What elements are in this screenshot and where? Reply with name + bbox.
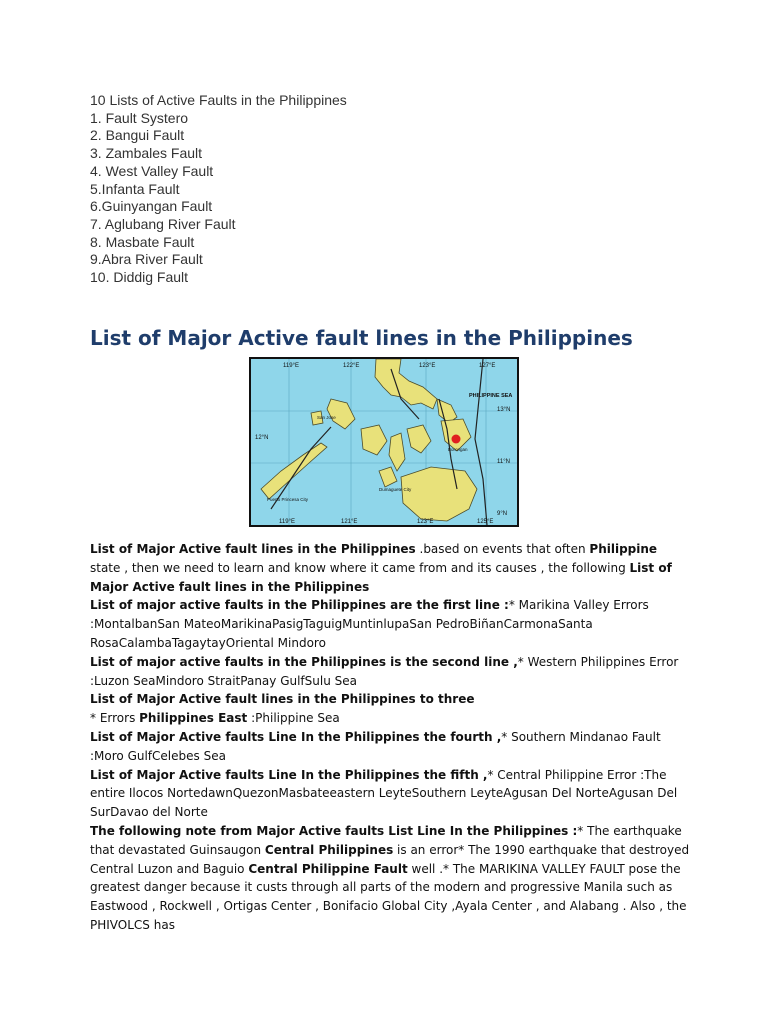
list-item: 8. Masbate Fault — [90, 233, 195, 250]
bold-text: Philippine — [589, 542, 658, 556]
body-text: .based on events that often — [415, 542, 590, 556]
body-paragraph — [90, 596, 690, 652]
list-item: 7. Aglubang River Fault — [90, 215, 236, 232]
body-paragraph: List of Major Active fault lines in the Philippines to three — [90, 692, 475, 707]
body-text: :Philippine Sea — [247, 711, 340, 726]
list-item: 3. Zambales Fault — [90, 145, 203, 162]
place-label: San Jose — [317, 415, 336, 420]
map-tick-right: 11°N — [497, 459, 510, 465]
body-paragraph — [90, 540, 690, 596]
list-item: 9.Abra River Fault — [90, 251, 203, 268]
fault-map-image — [249, 357, 519, 527]
list-title: 10 Lists of Active Faults in the Philippines — [90, 92, 347, 108]
bold-text: List of major active faults in the Philippines are the first line : — [90, 598, 509, 613]
body-paragraph — [90, 653, 690, 691]
body-paragraph — [90, 728, 690, 766]
place-label: Borongan — [448, 447, 468, 452]
list-item: 4. West Valley Fault — [90, 162, 214, 179]
sea-label: PHILIPPINE SEA — [469, 393, 513, 399]
bold-text: List of major active faults in the Philippines is the second line , — [90, 654, 518, 669]
bold-text: Philippines East — [139, 711, 248, 726]
list-item: 1. Fault Systero — [90, 109, 189, 126]
body-text: * Errors — [90, 711, 140, 726]
map-tick-right: 13°N — [497, 407, 511, 413]
map-tick-top: 122°E — [343, 363, 360, 369]
body-paragraph — [90, 766, 690, 822]
body-text: is an error* The 1990 earthquake that destroyed Central Luzon and Baguio — [90, 842, 690, 876]
active-faults-list — [90, 92, 347, 287]
map-tick-right: 9°N — [497, 511, 508, 517]
map-tick-left: 12°N — [255, 435, 269, 441]
place-label: Dumaguete City — [379, 487, 412, 492]
fault-map-svg — [251, 359, 517, 525]
list-item: 10. Diddig Fault — [90, 269, 189, 286]
map-tick-top: 119°E — [283, 363, 299, 369]
map-tick-top: 123°E — [419, 363, 436, 369]
list-item: 5.Infanta Fault — [90, 180, 180, 197]
body-text: * Western Philippines Error :Luzon SeaMindoro StraitPanay GulfSulu Sea — [90, 654, 679, 688]
bold-text: The following note from Major Active faults List Line In the Philippines : — [90, 823, 578, 838]
place-label: Puerto Princesa City — [267, 497, 309, 502]
article-body — [90, 540, 690, 935]
bold-text: Central Philippine Fault — [248, 861, 408, 876]
map-tick-bottom: 125°E — [477, 519, 494, 525]
body-text: * Southern Mindanao Fault :Moro GulfCelebes Sea — [90, 729, 661, 763]
map-tick-top: 127°E — [479, 363, 496, 369]
bold-text: List of Major Active fault lines in the Philippines — [90, 560, 672, 594]
map-tick-bottom: 119°E — [279, 519, 295, 525]
body-paragraph — [90, 709, 690, 728]
bold-text: Central Philippines — [264, 842, 394, 857]
body-text: well .* The MARIKINA VALLEY FAULT pose the greatest danger because it custs through all parts of the modern and progressive Manila such as Eastwood , Rockwell , Ortigas Center , Bonifacio Global City ,Ayala Center , and Alabang . Also , the PHIVOLCS has — [90, 861, 687, 932]
bold-text: List of Major Active fault lines in the Philippines — [90, 542, 416, 556]
body-paragraph — [90, 822, 690, 935]
body-text: state , then we need to learn and know where it came from and its causes , the following — [90, 560, 630, 575]
epicenter-marker — [452, 435, 461, 444]
list-item: 6.Guinyangan Fault — [90, 198, 213, 215]
body-text: * The earthquake that devastated Guinsaugon — [90, 823, 682, 857]
section-heading: List of Major Active fault lines in the Philippines — [90, 326, 633, 350]
bold-text: List of Major Active faults Line In the Philippines the fourth , — [90, 729, 502, 744]
map-tick-bottom: 121°E — [341, 519, 358, 525]
list-item: 2. Bangui Fault — [90, 127, 185, 144]
body-text: * Marikina Valley Errors :MontalbanSan MateoMarikinaPasigTaguigMuntinlupaSan PedroBiñanCarmonaSanta RosaCalambaTagaytayOriental Mindoro — [90, 598, 649, 650]
bold-text: List of Major Active faults Line In the Philippines the fifth , — [90, 767, 488, 782]
body-text: * Central Philippine Error :The entire Ilocos NortedawnQuezonMasbateeastern LeyteSouthern LeyteAgusan Del NorteAgusan Del SurDavao del Norte — [90, 767, 678, 820]
map-tick-bottom: 123°E — [417, 519, 434, 525]
